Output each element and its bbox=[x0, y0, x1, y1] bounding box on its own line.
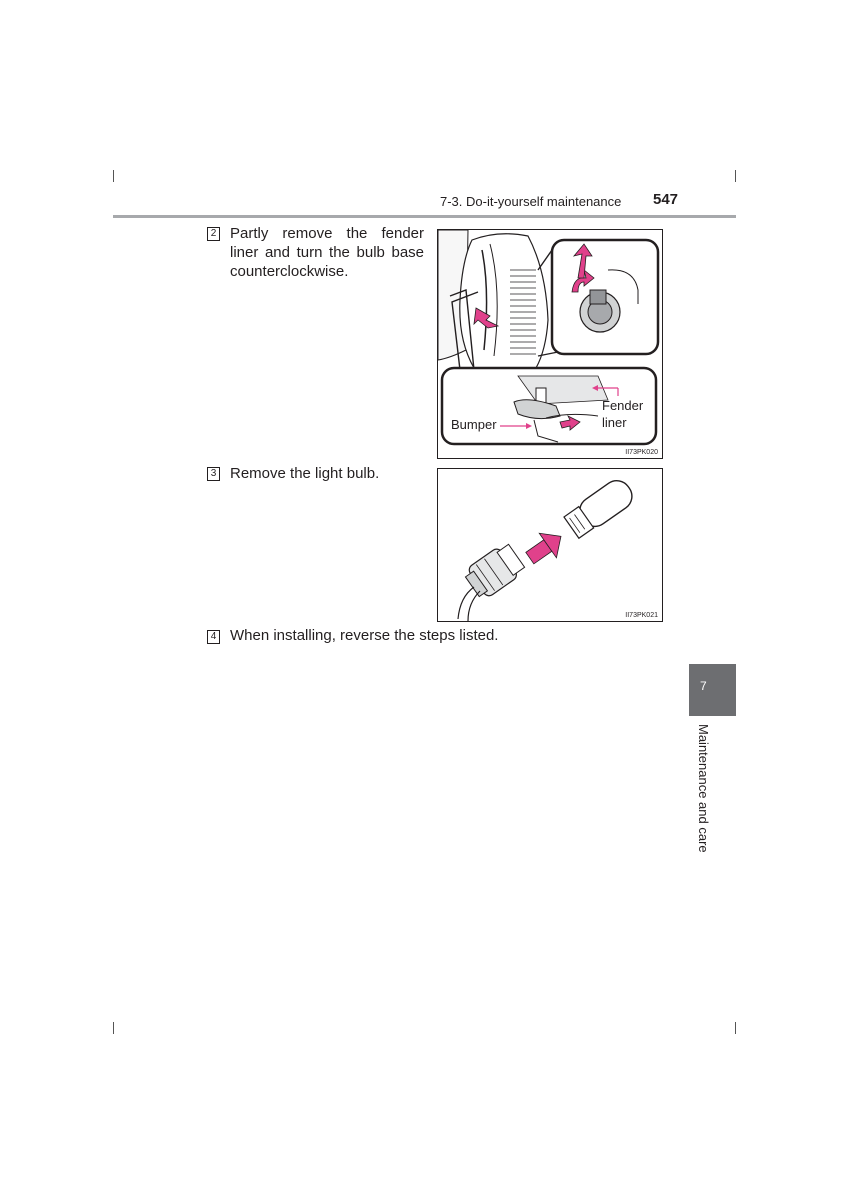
step-text-4: When installing, reverse the steps listed. bbox=[230, 627, 499, 644]
crop-mark-bottom-right bbox=[735, 1022, 736, 1034]
fender-liner-label-line2: liner bbox=[602, 415, 627, 430]
header-rule bbox=[113, 215, 736, 218]
step-text-2: Partly remove the fender liner and turn the bulb base counterclockwise. bbox=[230, 225, 424, 280]
page-number: 547 bbox=[653, 191, 679, 208]
figure-fender-liner bbox=[437, 229, 663, 459]
figure-code: II73PK021 bbox=[625, 612, 658, 619]
crop-mark-top-left bbox=[113, 170, 114, 182]
chapter-title: Maintenance and care bbox=[696, 724, 711, 853]
light-bulb-illustration bbox=[438, 469, 662, 621]
bumper-label: Bumper bbox=[451, 417, 497, 432]
crop-mark-top-right bbox=[735, 170, 736, 182]
step-number-3: 3 bbox=[207, 467, 220, 481]
fender-liner-label-line1: Fender bbox=[602, 398, 644, 413]
step-text-3: Remove the light bulb. bbox=[230, 465, 380, 482]
figure-light-bulb bbox=[437, 468, 663, 622]
figure-code: II73PK020 bbox=[625, 449, 658, 456]
section-title: 7-3. Do-it-yourself maintenance bbox=[440, 194, 622, 209]
chapter-tab bbox=[689, 664, 736, 716]
chapter-number: 7 bbox=[700, 679, 707, 693]
step-number-2: 2 bbox=[207, 227, 220, 241]
crop-mark-bottom-left bbox=[113, 1022, 114, 1034]
step-number-4: 4 bbox=[207, 630, 220, 644]
